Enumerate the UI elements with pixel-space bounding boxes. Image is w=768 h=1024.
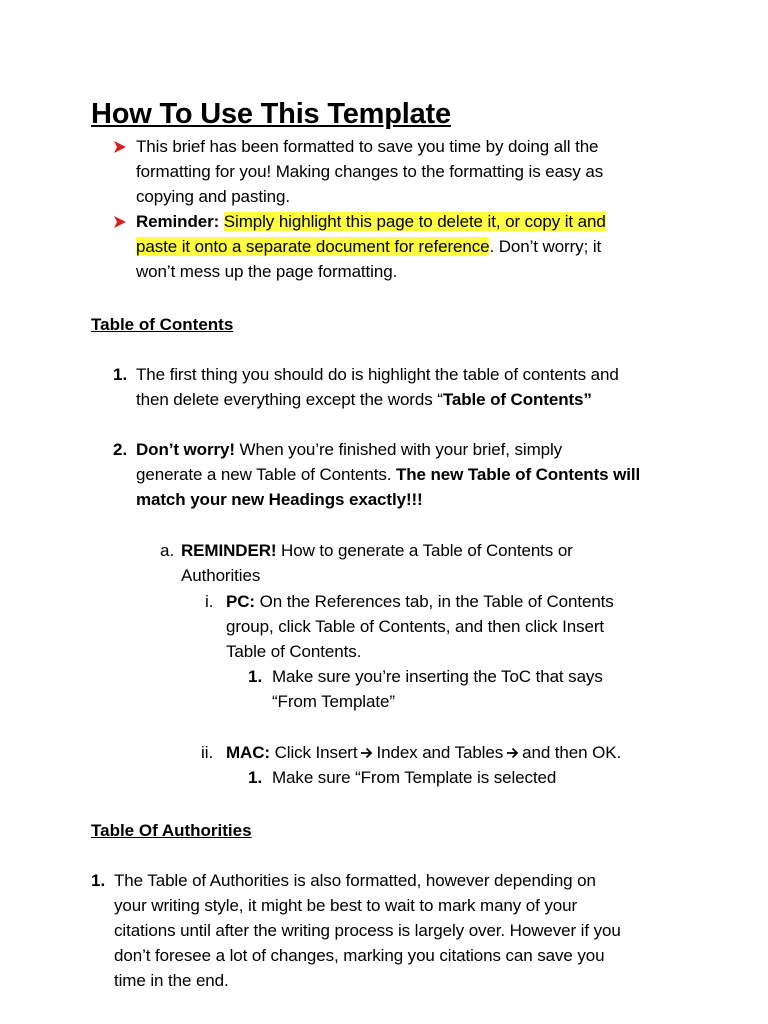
toa-item-1-line-5: time in the end. bbox=[114, 971, 229, 990]
toc-item-1-number: 1. bbox=[113, 365, 128, 384]
sub-item-ii-line-1 bbox=[226, 740, 621, 766]
sub-item-a-line-2: Authorities bbox=[181, 566, 261, 585]
sub-item-i-1-number: 1. bbox=[248, 667, 263, 686]
toa-item-1-line-3: citations until after the writing process is largely over. However if you bbox=[114, 921, 621, 940]
plain-text: On the References tab, in the Table of Contents bbox=[254, 592, 614, 611]
plain-text: Index and Tables bbox=[376, 743, 504, 762]
bold-text: PC: bbox=[226, 592, 255, 611]
plain-text: then delete everything except the words “ bbox=[136, 390, 443, 409]
intro-bullet-1-line-2: formatting for you! Making changes to the formatting is easy as bbox=[136, 162, 604, 181]
sub-item-i-1-line-1: Make sure you’re inserting the ToC that says bbox=[272, 667, 603, 686]
sub-item-i-1-line-2: “From Template” bbox=[272, 692, 395, 711]
page-title: How To Use This Template bbox=[91, 98, 451, 130]
bold-text: MAC: bbox=[226, 743, 270, 762]
right-arrow-icon bbox=[506, 741, 519, 766]
plain-text: . Don’t worry; it bbox=[489, 237, 602, 256]
intro-bullet-1-line-1: This brief has been formatted to save you time by doing all the bbox=[136, 137, 599, 156]
bold-text: The new Table of Contents will bbox=[395, 465, 641, 484]
red-arrowhead-bullet-icon bbox=[114, 216, 126, 228]
intro-bullet-1-line-3: copying and pasting. bbox=[136, 187, 290, 206]
sub-item-ii-1-line-1: Make sure “From Template is selected bbox=[272, 768, 557, 787]
plain-text: Click Insert bbox=[269, 743, 358, 762]
highlighted-text: Simply highlight this page to delete it, or copy it and bbox=[223, 212, 606, 231]
intro-bullet-2-line-1 bbox=[136, 209, 606, 234]
toc-item-2-line-2 bbox=[136, 462, 640, 487]
sub-item-i-line-2: group, click Table of Contents, and then click Insert bbox=[226, 617, 605, 636]
toc-item-2-line-3: match your new Headings exactly!!! bbox=[136, 490, 423, 509]
sub-item-ii-1-number: 1. bbox=[248, 768, 263, 787]
reminder-label: Reminder: bbox=[136, 212, 220, 231]
red-arrowhead-bullet-icon bbox=[114, 141, 126, 153]
sub-item-i-line-3: Table of Contents. bbox=[226, 642, 362, 661]
plain-text: generate a new Table of Contents. bbox=[136, 465, 396, 484]
bold-text: REMINDER! bbox=[181, 541, 277, 560]
toc-item-2-line-1 bbox=[136, 437, 562, 462]
sub-item-ii-numeral: ii. bbox=[201, 743, 214, 762]
highlighted-text: paste it onto a separate document for reference bbox=[136, 237, 490, 256]
plain-text: How to generate a Table of Contents or bbox=[276, 541, 573, 560]
intro-bullet-2-line-2 bbox=[136, 234, 601, 259]
bold-text: Table of Contents” bbox=[442, 390, 592, 409]
toa-item-1-number: 1. bbox=[91, 871, 106, 890]
right-arrow-icon bbox=[360, 741, 373, 766]
toa-item-1-line-2: your writing style, it might be best to wait to mark many of your bbox=[114, 896, 578, 915]
intro-bullet-2-line-3: won’t mess up the page formatting. bbox=[136, 262, 398, 281]
sub-item-i-line-1 bbox=[226, 589, 614, 614]
toc-item-2-number: 2. bbox=[113, 440, 128, 459]
toa-item-1-line-4: don’t foresee a lot of changes, marking you citations can save you bbox=[114, 946, 605, 965]
sub-item-i-numeral: i. bbox=[205, 592, 214, 611]
plain-text: and then OK. bbox=[522, 743, 622, 762]
toc-item-1-line-2 bbox=[136, 387, 592, 412]
toa-item-1-line-1: The Table of Authorities is also formatted, however depending on bbox=[114, 871, 596, 890]
toa-section-heading: Table Of Authorities bbox=[91, 821, 252, 840]
sub-item-a-letter: a. bbox=[160, 541, 175, 560]
bold-text: Don’t worry! bbox=[136, 440, 235, 459]
toc-section-heading: Table of Contents bbox=[91, 315, 234, 334]
toc-item-1-line-1: The first thing you should do is highlight the table of contents and bbox=[136, 365, 619, 384]
sub-item-a-line-1 bbox=[181, 538, 573, 563]
plain-text: When you’re finished with your brief, simply bbox=[234, 440, 563, 459]
